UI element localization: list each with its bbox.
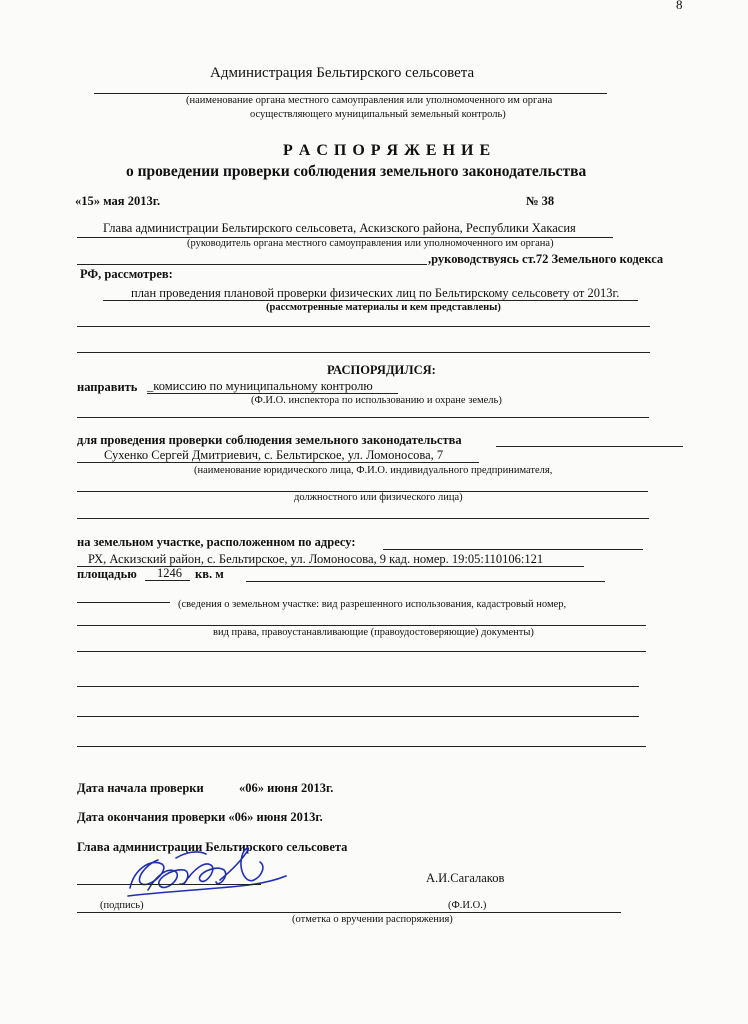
signature-line (77, 884, 261, 885)
handwritten-signature (120, 840, 300, 910)
sign-fio-line (77, 912, 621, 913)
head-caption: (руководитель органа местного самоуправления или уполномоченного им органа) (187, 238, 554, 249)
area-unit: кв. м (195, 567, 224, 581)
person-caption-1: (наименование юридического лица, Ф.И.О. индивидуального предпринимателя, (194, 465, 553, 476)
head-line: Глава администрации Бельтирского сельсовета, Аскизского района, Республики Хакасия (103, 221, 576, 235)
address-label: на земельном участке, расположенном по адресу: (77, 535, 356, 549)
org-caption-1: (наименование органа местного самоуправления или уполномоченного им органа (186, 95, 553, 106)
end-label: Дата окончания проверки «06» июня 2013г. (77, 810, 323, 824)
blank-line-4 (77, 417, 649, 418)
blank-line-9 (77, 686, 639, 687)
fio-caption: (Ф.И.О.) (448, 900, 487, 911)
blank-line-8 (77, 651, 646, 652)
blank-line-10 (77, 716, 639, 717)
address-value: РХ, Аскизский район, с. Бельтирское, ул. Ломоносова, 9 кад. номер. 19:05:110106:121 (88, 552, 544, 566)
address-label-underline (383, 549, 643, 550)
sign-caption: (подпись) (100, 900, 144, 911)
direct-underline (147, 393, 398, 394)
signatory-name: А.И.Сагалаков (426, 871, 505, 885)
parcel-line-left (77, 602, 170, 603)
person-underline (77, 462, 479, 463)
purpose-underline (496, 446, 683, 447)
org-name: Администрация Бельтирского сельсовета (210, 65, 475, 81)
ordered-heading: РАСПОРЯДИЛСЯ: (327, 363, 436, 377)
guided-by: ,руководствуясь ст.72 Земельного кодекса (428, 252, 664, 266)
org-caption-2: осуществляющего муниципальный земельный контроль) (250, 109, 506, 120)
blank-line-6 (77, 518, 649, 519)
direct-value: _комиссию по муниципальному контролю (147, 379, 373, 393)
inspector-caption: (Ф.И.О. инспектора по использованию и охране земель) (251, 395, 502, 406)
doc-title: Р А С П О Р Я Ж Е Н И Е (283, 142, 492, 159)
person-value: Сухенко Сергей Дмитриевич, с. Бельтирское, ул. Ломоносова, 7 (104, 448, 444, 462)
page-number: 8 (676, 0, 683, 12)
doc-subtitle: о проведении проверки соблюдения земельного законодательства (126, 163, 587, 180)
blank-line-2 (77, 326, 650, 327)
materials-underline (103, 300, 638, 301)
area-value: 1246 (157, 566, 182, 580)
blank-line-3 (77, 352, 650, 353)
area-blank-line (246, 581, 605, 582)
purpose: для проведения проверки соблюдения земельного законодательства (77, 433, 462, 447)
address-underline (77, 566, 584, 567)
materials-caption: (рассмотренные материалы и кем представлены) (266, 302, 501, 313)
rf-considered: РФ, рассмотрев: (80, 267, 173, 281)
signatory: Глава администрации Бельтирского сельсовета (77, 840, 348, 854)
parcel-caption-2: вид права, правоустанавливающие (правоудостоверяющие) документы) (213, 627, 534, 638)
order-date: «15» мая 2013г. (75, 194, 161, 208)
blank-line-11 (77, 746, 646, 747)
person-caption-2: должностного или физического лица) (294, 492, 463, 503)
blank-line-7 (77, 625, 646, 626)
materials-value: план проведения плановой проверки физических лиц по Бельтирскому сельсовету от 2013г. (131, 286, 620, 300)
order-number: № 38 (526, 194, 555, 208)
handover-caption: (отметка о вручении распоряжения) (292, 914, 453, 925)
parcel-caption-1: (сведения о земельном участке: вид разрешенного использования, кадастровый номер, (178, 599, 567, 610)
start-value: «06» июня 2013г. (239, 781, 334, 795)
blank-line-1 (77, 264, 427, 265)
org-name-line (94, 93, 607, 94)
area-underline (145, 580, 190, 581)
area-label: площадью (77, 567, 137, 581)
direct-label: направить (77, 380, 138, 394)
start-label: Дата начала проверки (77, 781, 204, 795)
